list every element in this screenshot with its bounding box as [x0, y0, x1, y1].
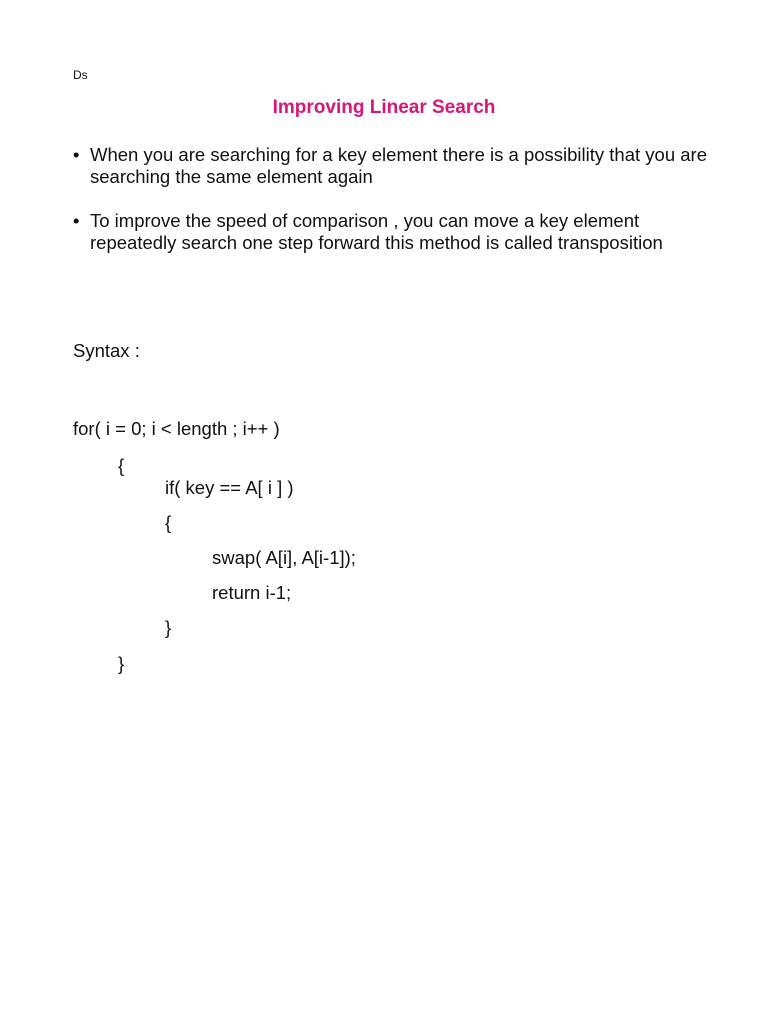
code-line-open-brace-inner: {	[165, 512, 172, 533]
code-line-if: if( key == A[ i ] )	[165, 477, 294, 498]
document-header-tag: Ds	[73, 68, 88, 82]
bullet-text: To improve the speed of comparison , you can move a key element repeatedly search one step forward this method is called transposition	[90, 210, 663, 253]
bullet-text: When you are searching for a key element there is a possibility that you are searching the same element again	[90, 144, 707, 187]
code-line-swap: swap( A[i], A[i-1]);	[212, 547, 356, 568]
code-line-close-brace: }	[118, 653, 125, 674]
bullet-list	[73, 144, 713, 276]
bullet-item	[73, 210, 713, 254]
bullet-item	[73, 144, 713, 188]
page-title: Improving Linear Search	[272, 97, 496, 118]
bullet-dot: •	[73, 210, 80, 231]
bullet-dot: •	[73, 144, 80, 165]
code-line-open-brace: {	[118, 455, 125, 476]
code-line-for: for( i = 0; i < length ; i++ )	[73, 418, 280, 439]
syntax-label: Syntax :	[73, 340, 140, 361]
code-line-return: return i-1;	[212, 582, 292, 603]
code-line-close-brace-inner: }	[165, 617, 172, 638]
